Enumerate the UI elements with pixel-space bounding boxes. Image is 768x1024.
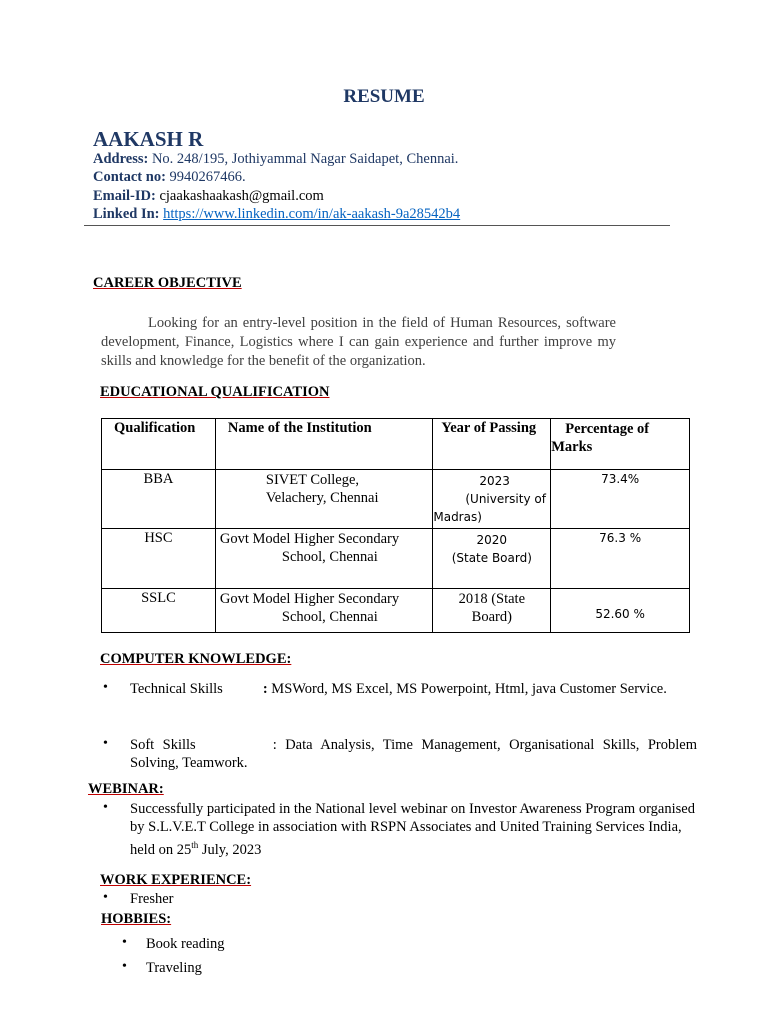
table-cell — [433, 529, 551, 589]
table-cell — [102, 589, 216, 633]
linkedin-link[interactable]: https://www.linkedin.com/in/ak-aakash-9a28542b4 — [163, 206, 461, 222]
table-cell — [215, 589, 432, 633]
email-value: cjaakashaakash@gmail.com — [155, 188, 324, 204]
email-line — [93, 188, 324, 205]
linkedin-label: Linked In: — [93, 206, 160, 222]
skill-colon: : — [272, 737, 277, 753]
header-year: Year of Passing — [441, 420, 537, 436]
year-line: Board) — [471, 609, 512, 625]
table-row — [102, 589, 690, 633]
education-heading: EDUCATIONAL QUALIFICATION — [100, 384, 330, 400]
list-item — [122, 935, 422, 955]
cell-qualification: HSC — [144, 530, 173, 546]
hobby-item: Traveling — [146, 960, 202, 976]
skill-colon: : — [262, 681, 268, 697]
phone-label: Contact no: — [93, 169, 166, 185]
address-value: No. 248/195, Jothiyammal Nagar Saidapet, Chennai. — [148, 151, 459, 167]
work-experience-heading: WORK EXPERIENCE: — [100, 872, 252, 888]
table-cell — [215, 470, 432, 529]
phone-line — [93, 169, 246, 186]
phone-value: 9940267466. — [165, 169, 246, 185]
table-cell — [551, 529, 690, 589]
table-cell — [551, 589, 690, 633]
table-header — [102, 419, 216, 470]
list-item — [122, 959, 422, 979]
table-header — [215, 419, 432, 470]
skill-label: Technical Skills — [130, 681, 223, 697]
table-row — [102, 529, 690, 589]
cell-percentage: 76.3 % — [599, 531, 642, 545]
year-line: Madras) — [433, 510, 482, 524]
technical-skills-text — [130, 680, 697, 698]
candidate-name: AAKASH R — [93, 127, 204, 151]
table-cell — [215, 529, 432, 589]
header-percentage-text: Percentage of Marks — [551, 421, 650, 455]
address-line — [93, 151, 458, 168]
cell-qualification: SSLC — [141, 590, 176, 606]
table-header — [433, 419, 551, 470]
cell-percentage: 73.4% — [601, 472, 640, 486]
table-cell — [102, 529, 216, 589]
list-item — [103, 800, 697, 856]
institution-line: Velachery, Chennai — [265, 490, 379, 506]
skill-label: Soft Skills — [130, 737, 196, 753]
cell-qualification: BBA — [143, 471, 174, 487]
skill-value: MSWord, MS Excel, MS Powerpoint, Html, java Customer Service. — [267, 681, 667, 697]
year-line: (University of — [465, 492, 546, 506]
email-label: Email-ID: — [93, 188, 156, 204]
table-cell — [433, 589, 551, 633]
year-line: 2018 (State — [458, 591, 526, 607]
career-objective-heading: CAREER OBJECTIVE — [93, 275, 242, 291]
address-label: Address: — [93, 151, 149, 167]
skill-value: Data Analysis, Time Management, Organisational Skills, Problem Solving, Teamwork. — [130, 737, 697, 771]
list-item — [103, 736, 697, 776]
cell-institution — [216, 589, 432, 626]
hobby-item: Book reading — [146, 936, 225, 952]
webinar-heading: WEBINAR: — [88, 781, 164, 797]
bullet-icon: • — [103, 680, 108, 695]
year-line: 2023 — [479, 474, 510, 488]
career-objective-text: Looking for an entry-level position in the field of Human Resources, software development, Finance, Logistics where I can gain experience and further improve my skills and knowledge for the benefit of the organization. — [101, 315, 616, 369]
institution-line: School, Chennai — [281, 549, 378, 565]
computer-knowledge-heading: COMPUTER KNOWLEDGE: — [100, 651, 292, 667]
table-cell — [433, 470, 551, 529]
bullet-icon: • — [103, 800, 108, 815]
bullet-icon: • — [122, 935, 127, 950]
webinar-superscript: th — [191, 840, 199, 850]
table-cell — [551, 470, 690, 529]
page-title: RESUME — [343, 86, 425, 107]
institution-line: Govt Model Higher Secondary — [219, 531, 400, 547]
header-divider — [84, 225, 670, 226]
table-cell — [102, 470, 216, 529]
webinar-date: July, 2023 — [198, 841, 262, 858]
header-institution: Name of the Institution — [227, 420, 372, 436]
header-qualification: Qualification — [114, 420, 196, 436]
cell-percentage: 52.60 % — [595, 607, 645, 621]
cell-institution — [216, 470, 432, 507]
table-header — [551, 419, 690, 470]
table-row — [102, 470, 690, 529]
cell-year — [433, 589, 550, 626]
year-line: (State Board) — [451, 551, 532, 565]
list-item — [103, 890, 697, 910]
education-table — [101, 418, 690, 633]
institution-line: Govt Model Higher Secondary — [219, 591, 400, 607]
list-item — [103, 680, 697, 720]
cell-institution — [216, 529, 432, 566]
header-percentage — [551, 419, 689, 456]
webinar-text — [130, 800, 697, 859]
bullet-icon: • — [103, 736, 108, 751]
cell-year — [433, 529, 550, 567]
table-header-row — [102, 419, 690, 470]
hobbies-heading: HOBBIES: — [101, 911, 172, 927]
institution-line: School, Chennai — [281, 609, 378, 625]
linkedin-line — [93, 206, 460, 223]
bullet-icon: • — [122, 959, 127, 974]
work-experience-item: Fresher — [130, 891, 174, 907]
year-line: 2020 — [476, 533, 508, 547]
institution-line: SIVET College, — [265, 472, 360, 488]
bullet-icon: • — [103, 890, 108, 905]
soft-skills-text — [130, 736, 697, 772]
cell-year — [433, 470, 550, 526]
webinar-text-main: Successfully participated in the National level webinar on Investor Awareness Program organised by S.L.V.E.T College in association with RSPN Associates and United Training Services India, held on 25 — [130, 801, 695, 858]
